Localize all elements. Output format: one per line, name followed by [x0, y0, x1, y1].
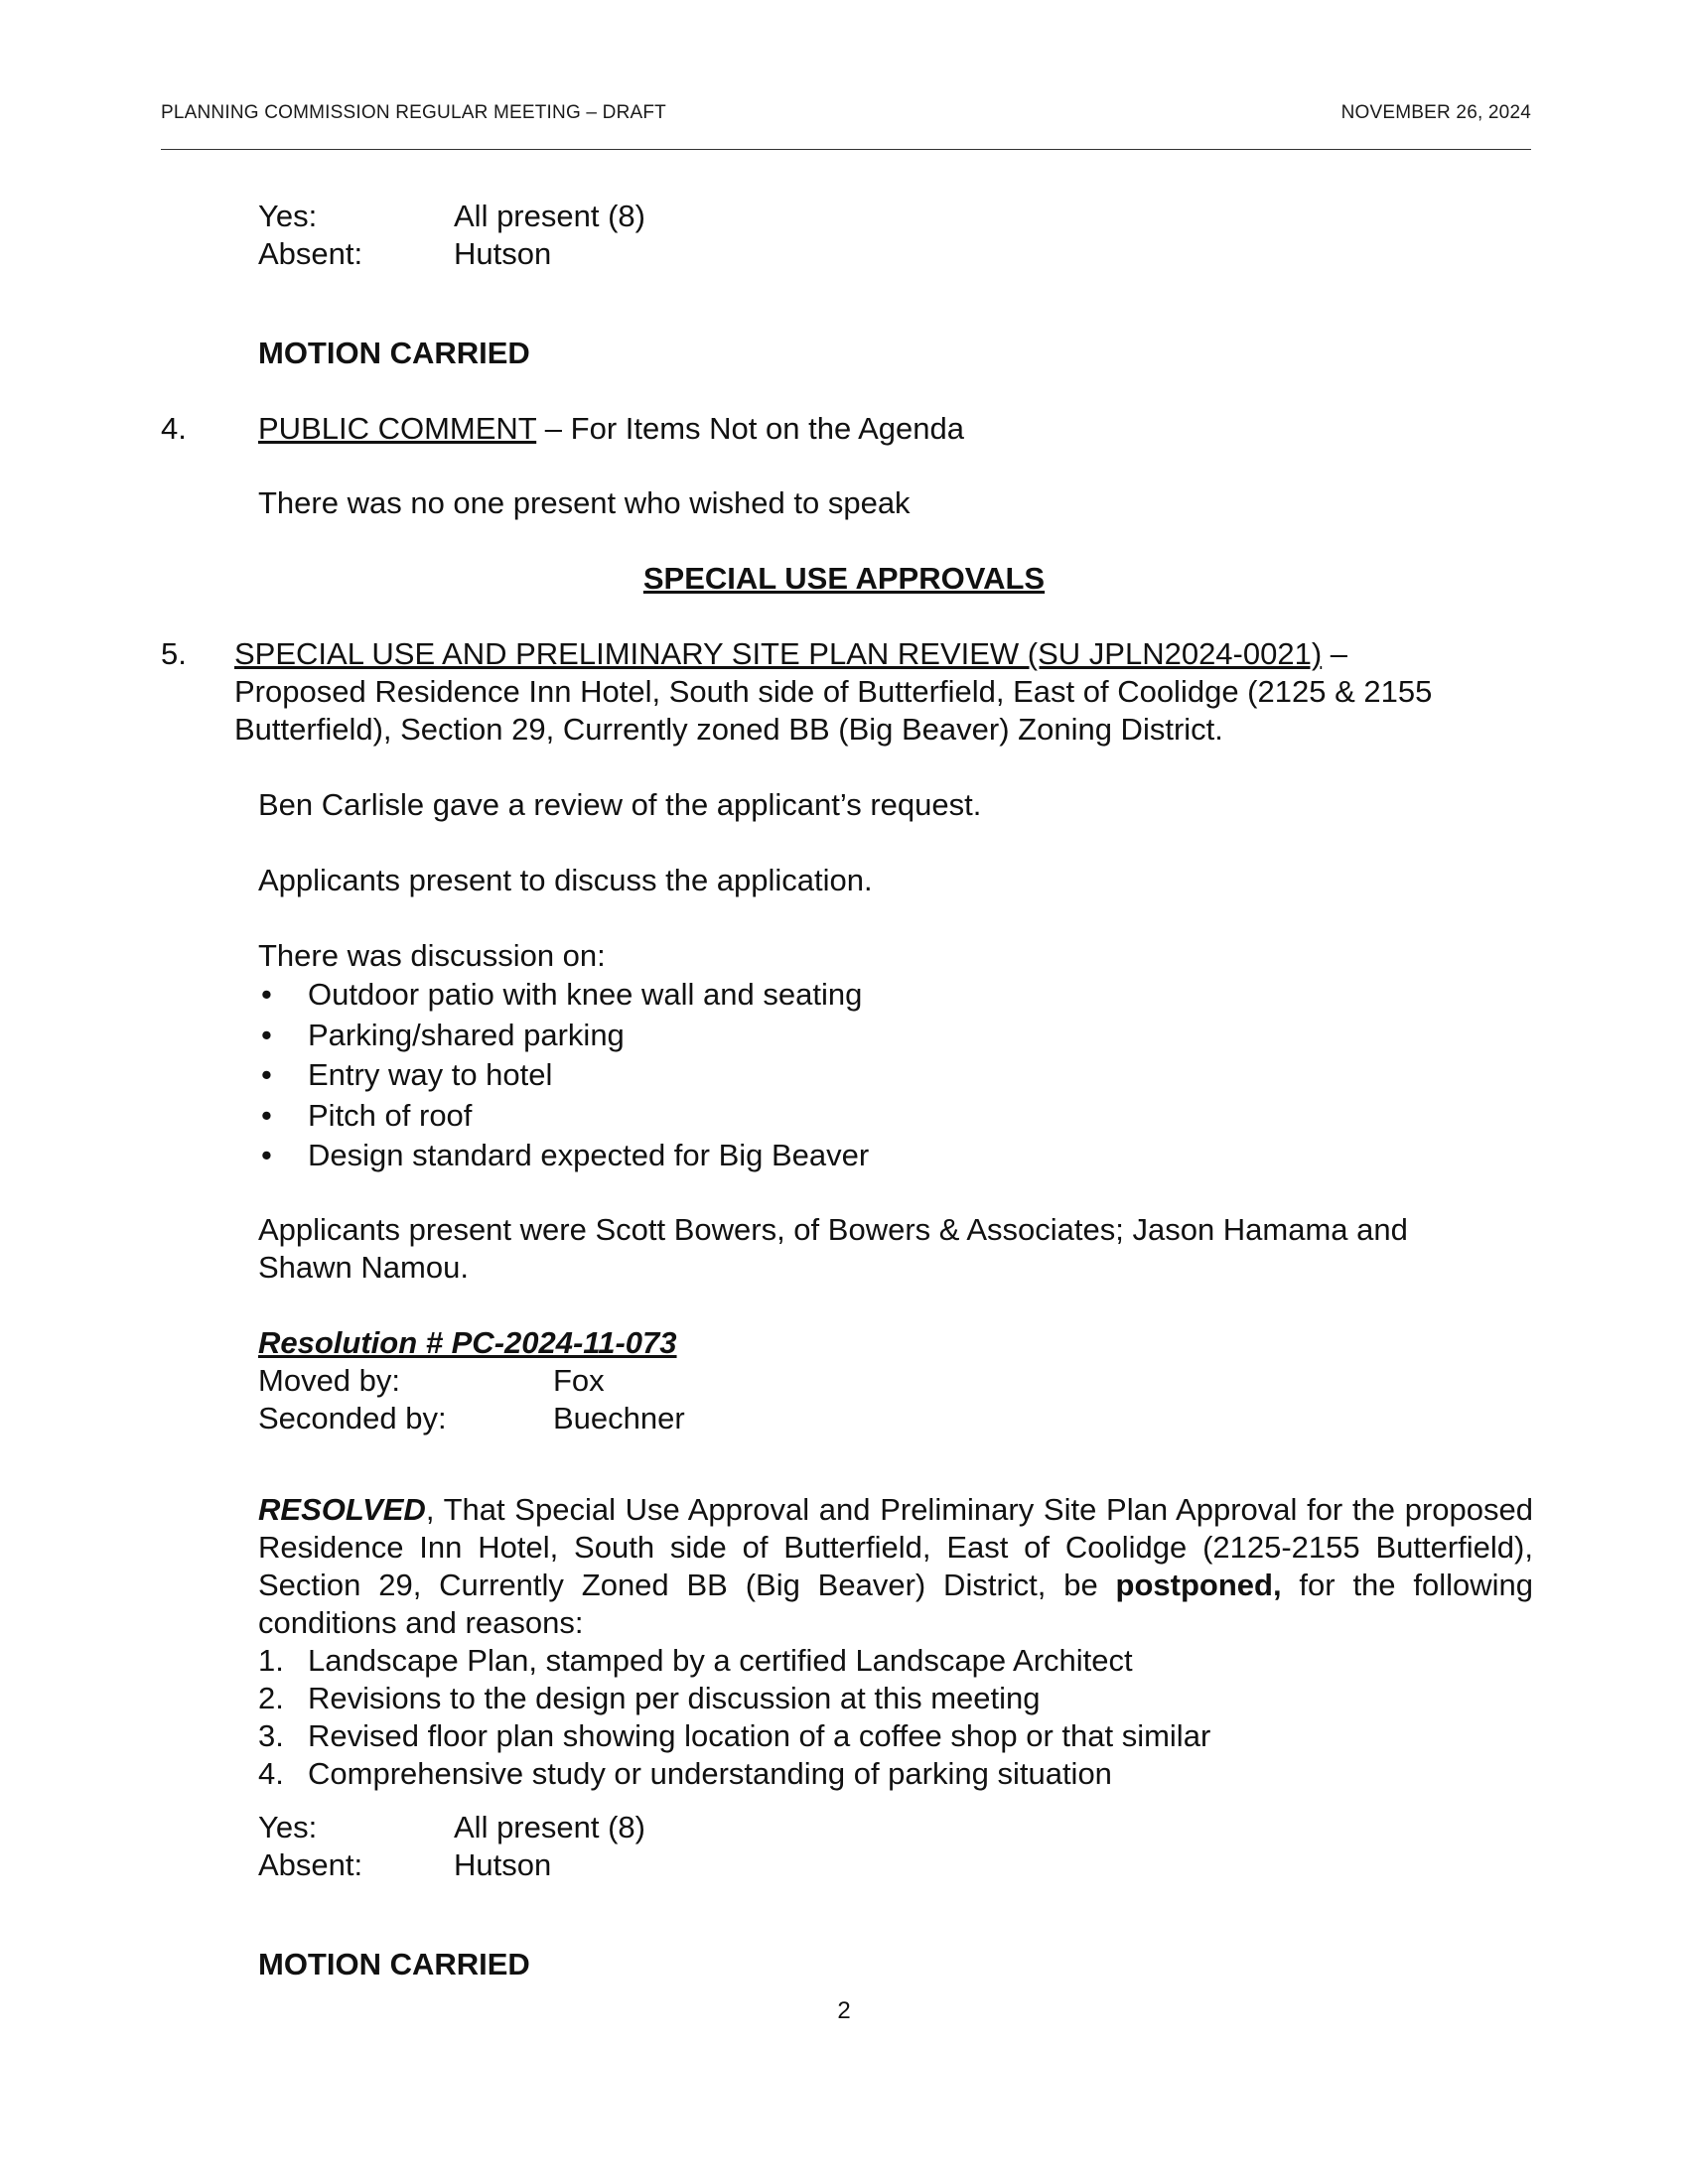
bullet-icon: •	[261, 1017, 272, 1052]
vote-absent-label: Absent:	[258, 236, 363, 271]
list-item	[258, 1717, 1210, 1755]
section-heading: SPECIAL USE APPROVALS	[642, 561, 1046, 596]
list-item	[258, 975, 869, 1016]
list-item	[258, 1016, 869, 1056]
moved-by-value: Fox	[553, 1363, 605, 1398]
item-4-title-rest: – For Items Not on the Agenda	[536, 411, 964, 446]
resolved-paragraph	[258, 1491, 1533, 1642]
item-5-title-dash: –	[1322, 636, 1348, 671]
item-5-heading	[234, 635, 1347, 673]
bullet-icon: •	[261, 977, 272, 1012]
vote-yes-value: All present (8)	[454, 199, 645, 233]
seconded-by-label: Seconded by:	[258, 1401, 447, 1435]
resolved-keyword: RESOLVED	[258, 1492, 426, 1527]
list-item-text: Landscape Plan, stamped by a certified Landscape Architect	[308, 1643, 1133, 1678]
motion-carried-2: MOTION CARRIED	[258, 1947, 530, 1981]
discussion-intro: There was discussion on:	[258, 938, 606, 973]
item-5-line-3: Butterfield), Section 29, Currently zoned BB (Big Beaver) Zoning District.	[234, 712, 1223, 747]
applicants-present-line-1: Applicants present were Scott Bowers, of Bowers & Associates; Jason Hamama and	[258, 1212, 1408, 1247]
item-5-title: SPECIAL USE AND PRELIMINARY SITE PLAN REVIEW (SU JPLN2024-0021)	[234, 636, 1323, 671]
item-4-heading	[258, 410, 964, 448]
list-item-number: 1.	[258, 1643, 284, 1678]
vote-yes-value-2: All present (8)	[454, 1810, 645, 1844]
item-4-note: There was no one present who wished to speak	[258, 485, 911, 520]
item-5-line-2: Proposed Residence Inn Hotel, South side of Butterfield, East of Coolidge (2125 & 2155	[234, 674, 1433, 709]
vote-yes-label: Yes:	[258, 199, 318, 233]
list-item-text: Revisions to the design per discussion at this meeting	[308, 1681, 1041, 1715]
list-item-number: 2.	[258, 1681, 284, 1715]
list-item-text: Entry way to hotel	[308, 1057, 553, 1092]
seconded-by-value: Buechner	[553, 1401, 685, 1435]
vote-yes-label-2: Yes:	[258, 1810, 318, 1844]
bullet-icon: •	[261, 1138, 272, 1172]
vote-absent-row	[258, 235, 551, 273]
item-4-number: 4.	[161, 411, 187, 446]
item-4-title: PUBLIC COMMENT	[258, 411, 537, 446]
resolution-title: Resolution # PC-2024-11-073	[258, 1325, 677, 1360]
vote-absent-row-2	[258, 1846, 551, 1884]
item-5-number: 5.	[161, 636, 187, 671]
list-item	[258, 1096, 869, 1137]
bullet-icon: •	[261, 1057, 272, 1092]
applicants-note: Applicants present to discuss the application.	[258, 863, 873, 897]
list-item	[258, 1755, 1210, 1793]
discussion-list	[258, 975, 869, 1176]
resolved-text-1: , That Special Use Approval and Preliminary Site Plan Approval for the proposed Residence Inn Hotel, South side of Butterfield, East of Coolidge (2125-2155 Butterfield), Section 29, Currently Zoned BB (Big Beaver) District, be	[258, 1492, 1533, 1602]
list-item	[258, 1136, 869, 1176]
vote-yes-row-2	[258, 1809, 645, 1846]
list-item-text: Outdoor patio with knee wall and seating	[308, 977, 863, 1012]
review-note: Ben Carlisle gave a review of the applicant’s request.	[258, 787, 982, 822]
list-item-text: Design standard expected for Big Beaver	[308, 1138, 870, 1172]
conditions-list	[258, 1642, 1210, 1793]
moved-by-row	[258, 1362, 605, 1400]
resolved-text-2: for the following conditions and reasons:	[258, 1568, 1534, 1640]
vote-absent-label-2: Absent:	[258, 1847, 363, 1882]
moved-by-label: Moved by:	[258, 1363, 401, 1398]
page-number: 2	[837, 1997, 851, 2024]
vote-absent-value: Hutson	[454, 236, 552, 271]
list-item	[258, 1642, 1210, 1680]
list-item-number: 4.	[258, 1756, 284, 1791]
list-item-text: Revised floor plan showing location of a coffee shop or that similar	[308, 1718, 1211, 1753]
header-title: PLANNING COMMISSION REGULAR MEETING – DRAFT	[161, 102, 666, 123]
motion-carried-1: MOTION CARRIED	[258, 336, 530, 370]
applicants-present-line-2: Shawn Namou.	[258, 1250, 469, 1285]
seconded-by-row	[258, 1400, 685, 1437]
vote-yes-row	[258, 198, 645, 235]
list-item	[258, 1055, 869, 1096]
resolved-postponed: postponed,	[1115, 1568, 1282, 1602]
vote-absent-value-2: Hutson	[454, 1847, 552, 1882]
list-item-text: Comprehensive study or understanding of parking situation	[308, 1756, 1112, 1791]
list-item-number: 3.	[258, 1718, 284, 1753]
header-divider	[161, 149, 1531, 150]
header-date: NOVEMBER 26, 2024	[1340, 102, 1531, 123]
list-item-text: Parking/shared parking	[308, 1017, 625, 1052]
bullet-icon: •	[261, 1097, 272, 1133]
list-item-text: Pitch of roof	[308, 1097, 473, 1133]
list-item	[258, 1680, 1210, 1717]
